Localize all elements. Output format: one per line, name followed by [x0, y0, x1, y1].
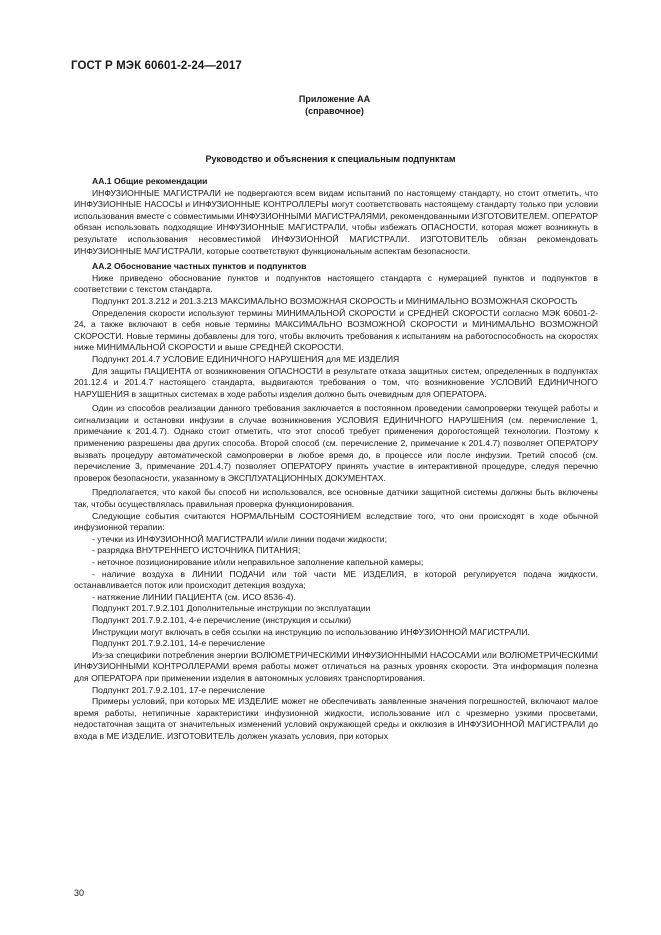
paragraph: Подпункт 201.7.9.2.101 Дополнительные инструкции по эксплуатации [92, 603, 371, 614]
paragraph: Подпункт 201.7.9.2.101, 14-е перечисление [92, 638, 265, 649]
list-item: - натяжение ЛИНИИ ПАЦИЕНТА (см. ИСО 8536-4). [92, 591, 296, 602]
page-number: 30 [74, 888, 85, 898]
paragraph: Инструкции могут включать в себя ссылки на инструкцию по использованию ИНФУЗИОННОЙ МАГИСТРАЛИ. [92, 626, 530, 637]
list-item: - разрядка ВНУТРЕННЕГО ИСТОЧНИКА ПИТАНИЯ; [92, 545, 301, 556]
annex-subtitle: (справочное) [305, 106, 364, 116]
list-item: - утечки из ИНФУЗИОННОЙ МАГИСТРАЛИ и/или линии подачи жидкости; [92, 533, 387, 544]
paragraph: ИНФУЗИОННЫЕ МАГИСТРАЛИ не подвергаются всем видам испытаний по настоящему стандарту, но стоит отметить, что ИНФУЗИОННЫЕ НАСОСЫ и ИНФУЗИОННЫЕ КОНТРОЛЛЕРЫ могут соответствовать настоящему стандарту только при условии использования вместе с совместимыми ИНФУЗИОННЫМИ МАГИСТРАЛЯМИ, рекомендованными ИЗГОТОВИТЕЛЕМ. ОПЕРАТОР обязан использовать подходящие ИНФУЗИОННЫЕ МАГИСТРАЛИ, чтобы избежать ОПАСНОСТИ, которая может возникнуть в результате использования несовместимой ИНФУЗИОННОЙ МАГИСТРАЛИ. ИЗГОТОВИТЕЛЬ обязан рекомендовать ИНФУЗИОННЫЕ МАГИСТРАЛИ, которые соответствуют функциональным аспектам безопасности. [74, 187, 598, 256]
paragraph: Предполагается, что какой бы способ ни использовался, все основные датчики защитной системы должны быть включены так, чтобы осуществлялась правильная проверка функционирования. [74, 487, 598, 510]
paragraph: Один из способов реализации данного требования заключается в постоянном проведении самопроверки текущей работы и сигнализации и остановки инфузии в случае возникновения УСЛОВИЯ ЕДИНИЧНОГО НАРУШЕНИЯ (см. перечисление 1, примечание к 201.4.7). Однако стоит отметить, что этот способ требует применения дорогостоящей технологии. Поэтому к применению разрешены два других способа. Второй способ (см. перечисление 2, примечание к 201.4.7) позволяет ОПЕРАТОРУ вызвать процедуру автоматической самопроверки в любое время до, в процессе или после инфузии. Третий способ (см. перечисление 3, примечание 201.4.7) позволяет ОПЕРАТОРУ принять участие в интерактивной процедуре, следуя перечню проверок безопасности, указанному в ЭКСПЛУАТАЦИОННЫХ ДОКУМЕНТАХ. [74, 403, 598, 483]
list-item: - наличие воздуха в ЛИНИИ ПОДАЧИ или той части МЕ ИЗДЕЛИЯ, в которой регулируется подача жидкости, останавливается поток или происходит детекция воздуха; [74, 568, 598, 591]
section-aa1-heading: АА.1 Общие рекомендации [92, 176, 208, 186]
paragraph: Подпункт 201.7.9.2.101, 17-е перечисление [92, 684, 265, 695]
paragraph: Определения скорости используют термины МИНИМАЛЬНОЙ СКОРОСТИ и СРЕДНЕЙ СКОРОСТИ согласно МЭК 60601-2-24, а также включают в себя новые термины МАКСИМАЛЬНО ВОЗМОЖНОЙ СКОРОСТИ и МИНИМАЛЬНО ВОЗМОЖНОЙ СКОРОСТИ. Новые термины добавлены для того, чтобы включить требования к испытаниям на работоспособность на скоростях ниже МИНИМАЛЬНОЙ СКОРОСТИ и выше СРЕДНЕЙ СКОРОСТИ. [74, 307, 598, 353]
paragraph: Следующие события считаются НОРМАЛЬНЫМ СОСТОЯНИЕМ вследствие того, что они происходят в ходе обычной инфузионной терапии: [74, 510, 598, 533]
paragraph: Подпункт 201.7.9.2.101, 4-е перечисление (инструкция и ссылки) [92, 614, 352, 625]
paragraph: Подпункт 201.3.212 и 201.3.213 МАКСИМАЛЬНО ВОЗМОЖНАЯ СКОРОСТЬ и МИНИМАЛЬНО ВОЗМОЖНАЯ СКОРОСТЬ [92, 295, 578, 306]
paragraph: Примеры условий, при которых МЕ ИЗДЕЛИЕ может не обеспечивать заявленные значения погрешностей, включают малое время работы, нетипичные характеристики инфузионной жидкости, использование игл с чрезмерно узкими просветами, недостаточная защита от значительных изменений условий окружающей среды и окклюзия в ИНФУЗИОННОЙ МАГИСТРАЛИ до входа в МЕ ИЗДЕЛИЕ. ИЗГОТОВИТЕЛЬ должен указать условия, при которых [74, 696, 598, 741]
annex-heading [0, 93, 661, 117]
section-aa2-heading: АА.2 Обоснование частных пунктов и подпунктов [92, 261, 307, 272]
paragraph: Для защиты ПАЦИЕНТА от возникновения ОПАСНОСТИ в результате отказа защитных систем, определенных в подпунктах 201.12.4 и 201.4.7 настоящего стандарта, выдвигаются требования о том, что возникновение УСЛОВИЙ ЕДИНИЧНОГО НАРУШЕНИЯ в защитных системах в ходе работы изделия должно быть очевидным для ОПЕРАТОРА. [74, 365, 598, 399]
paragraph: Подпункт 201.4.7 УСЛОВИЕ ЕДИНИЧНОГО НАРУШЕНИЯ для МЕ ИЗДЕЛИЯ [92, 353, 400, 364]
paragraph: Ниже приведено обоснование пунктов и подпунктов настоящего стандарта с нумерацией пунктов и подпунктов в соответствии с текстом стандарта. [74, 272, 598, 295]
document-body [74, 176, 598, 743]
list-item: - неточное позиционирование и/или неправильное заполнение капельной камеры; [92, 557, 424, 567]
annex-title: Приложение АА [298, 94, 371, 104]
standard-header: ГОСТ Р МЭК 60601-2-24—2017 [71, 60, 242, 72]
paragraph: Из-за специфики потребления энергии ВОЛЮМЕТРИЧЕСКИМИ ИНФУЗИОННЫМИ НАСОСАМИ или ВОЛЮМЕТРИЧЕСКИМИ ИНФУЗИОННЫМИ КОНТРОЛЛЕРАМИ время работы может отличаться на разных уровнях скорости. Эта информация полезна для ОПЕРАТОРА при применении изделия в автономных условиях транспортирования. [74, 649, 598, 683]
main-title: Руководство и объяснения к специальным подпунктам [205, 154, 456, 164]
